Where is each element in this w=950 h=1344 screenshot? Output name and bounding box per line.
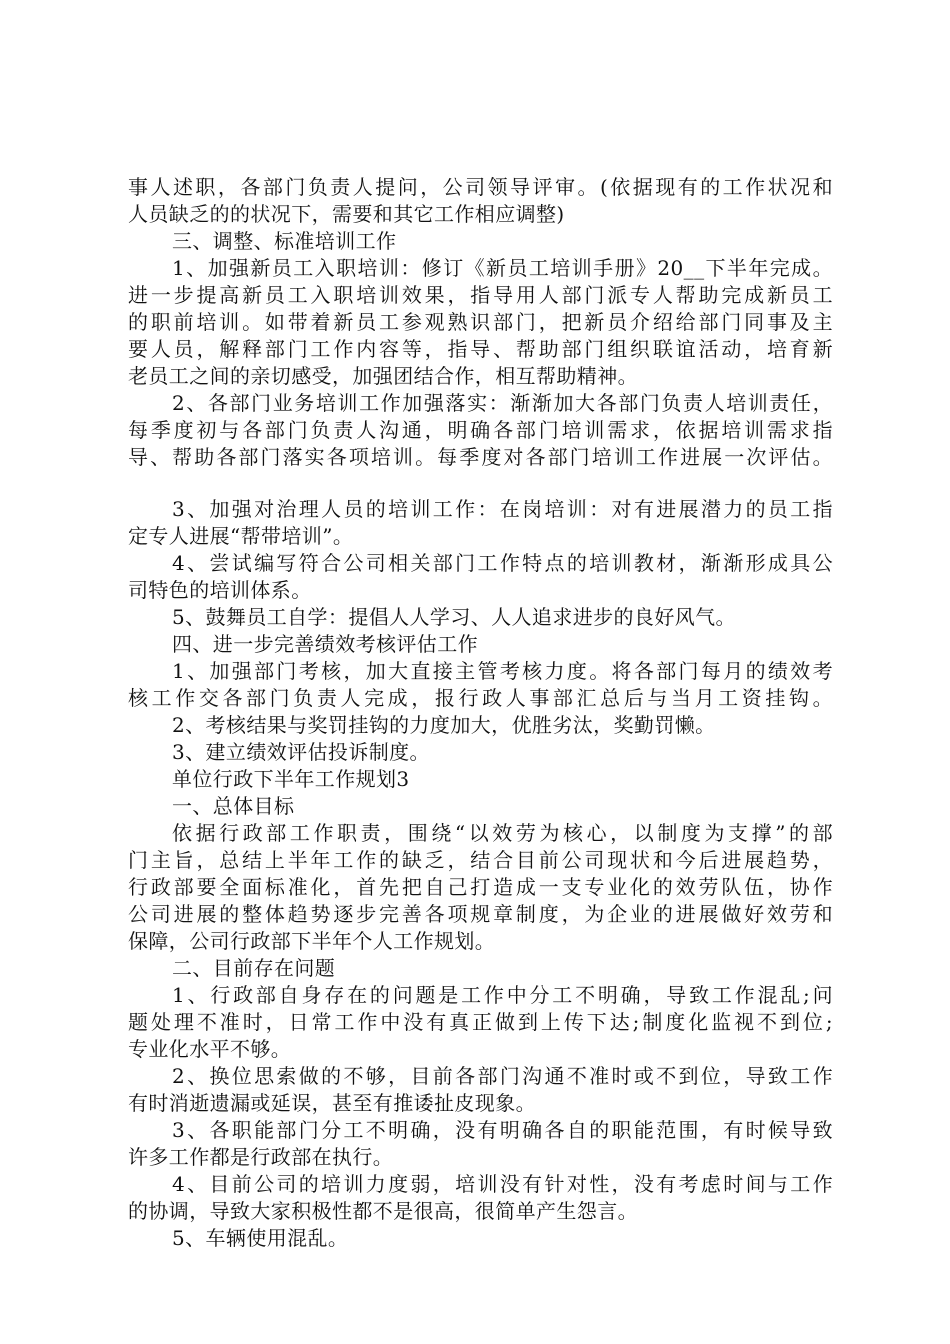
text-line: 5、鼓舞员工自学：提倡人人学习、人人追求进步的良好风气。 [172, 605, 736, 629]
text-line: 核工作交各部门负责人完成，报行政人事部汇总后与当月工资挂钩。 [128, 686, 833, 710]
section-heading: 一、总体目标 [172, 794, 295, 818]
text-line: 司特色的培训体系。 [128, 578, 312, 602]
section-heading: 四、进一步完善绩效考核评估工作 [172, 632, 478, 656]
text-line: 人员缺乏的的状况下，需要和其它工作相应调整) [128, 202, 565, 226]
text-line: 3、建立绩效评估投诉制度。 [172, 740, 430, 764]
document-subtitle: 单位行政下半年工作规划3 [172, 767, 410, 791]
text-line: 4、尝试编写符合公司相关部门工作特点的培训教材，渐渐形成具公 [172, 551, 833, 575]
text-line: 要人员，解释部门工作内容等，指导、帮助部门组织联谊活动，培育新 [128, 337, 833, 361]
text-line: 2、各部门业务培训工作加强落实：渐渐加大各部门负责人培训责任， [172, 391, 833, 415]
text-line: 1、加强新员工入职培训：修订《新员工培训手册》20__下半年完成。 [172, 256, 833, 280]
text-line: 定专人进展“帮带培训”。 [128, 524, 354, 548]
text-line: 公司进展的整体趋势逐步完善各项规章制度，为企业的进展做好效劳和 [128, 902, 833, 926]
text-line: 保障，公司行政部下半年个人工作规划。 [128, 929, 496, 953]
text-line: 依据行政部工作职责，围绕“以效劳为核心，以制度为支撑”的部 [172, 821, 833, 845]
text-line: 题处理不准时，日常工作中没有真正做到上传下达;制度化监视不到位; [128, 1010, 833, 1034]
text-line: 的职前培训。如带着新员工参观熟识部门，把新员介绍给部门同事及主 [128, 310, 833, 334]
text-line: 1、加强部门考核，加大直接主管考核力度。将各部门每月的绩效考 [172, 659, 833, 683]
text-line: 3、加强对治理人员的培训工作：在岗培训：对有进展潜力的员工指 [172, 497, 833, 521]
section-heading: 二、目前存在问题 [172, 956, 336, 980]
text-line: 导、帮助各部门落实各项培训。每季度对各部门培训工作进展一次评估。 [128, 445, 833, 469]
text-line: 门主旨，总结上半年工作的缺乏，结合目前公司现状和今后进展趋势， [128, 848, 833, 872]
text-line: 2、考核结果与奖罚挂钩的力度加大，优胜劣汰，奖勤罚懒。 [172, 713, 716, 737]
text-line: 1、行政部自身存在的问题是工作中分工不明确，导致工作混乱;问 [172, 983, 833, 1007]
text-line: 老员工之间的亲切感受，加强团结合作，相互帮助精神。 [128, 364, 638, 388]
text-line: 5、车辆使用混乱。 [172, 1226, 349, 1250]
text-line: 的协调，导致大家积极性都不是很高，很简单产生怨言。 [128, 1199, 638, 1223]
text-line: 专业化水平不够。 [128, 1037, 292, 1061]
text-line: 进一步提高新员工入职培训效果，指导用人部门派专人帮助完成新员工 [128, 283, 833, 307]
document-page [128, 174, 833, 1252]
paragraph-gap [128, 471, 833, 496]
text-line: 2、换位思索做的不够，目前各部门沟通不准时或不到位，导致工作 [172, 1064, 833, 1088]
text-line: 行政部要全面标准化，首先把自己打造成一支专业化的效劳队伍，协作 [128, 875, 833, 899]
text-line: 事人述职，各部门负责人提问，公司领导评审。(依据现有的工作状况和 [128, 175, 833, 199]
text-line: 3、各职能部门分工不明确，没有明确各自的职能范围，有时候导致 [172, 1118, 833, 1142]
text-line: 每季度初与各部门负责人沟通，明确各部门培训需求，依据培训需求指 [128, 418, 833, 442]
text-line: 许多工作都是行政部在执行。 [128, 1145, 394, 1169]
text-line: 有时消逝遗漏或延误，甚至有推诿扯皮现象。 [128, 1091, 536, 1115]
text-line: 4、目前公司的培训力度弱，培训没有针对性，没有考虑时间与工作 [172, 1172, 833, 1196]
section-heading: 三、调整、标准培训工作 [172, 229, 397, 253]
